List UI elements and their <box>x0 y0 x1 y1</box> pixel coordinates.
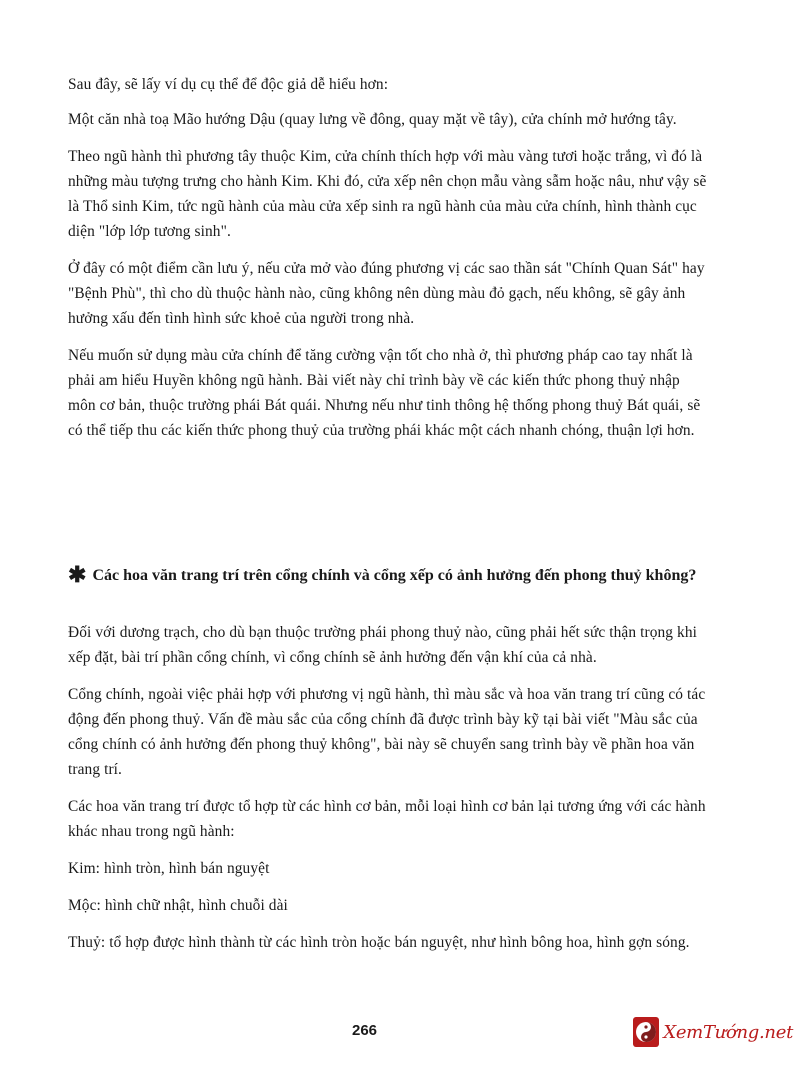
watermark-text: XemTướng.net <box>663 1021 793 1043</box>
paragraph: Thuỷ: tổ hợp được hình thành từ các hình tròn hoặc bán nguyệt, như hình bông hoa, hình gợn sóng. <box>68 934 690 951</box>
paragraph: Theo ngũ hành thì phương tây thuộc Kim, cửa chính thích hợp với màu vàng tươi hoặc trắng, vì đó là những màu tượng trưng cho hành Kim. Khi đó, cửa xếp nên chọn mẫu vàng sẫm hoặc nâu, như vậy sẽ là Thổ sinh Kim, tức ngũ hành của màu cửa xếp sinh ra ngũ hành của màu cửa chính, hình thành cục diện "lớp lớp tương sinh". <box>68 148 707 240</box>
paragraph: Một căn nhà toạ Mão hướng Dậu (quay lưng về đông, quay mặt về tây), cửa chính mở hướng tây. <box>68 111 677 128</box>
section-heading <box>68 562 718 589</box>
paragraph: Nếu muốn sử dụng màu cửa chính để tăng cường vận tốt cho nhà ở, thì phương pháp cao tay nhất là phải am hiểu Huyền không ngũ hành. Bài viết này chỉ trình bày về các kiến thức phong thuỷ nhập môn cơ bản, thuộc trường phái Bát quái. Nhưng nếu như tinh thông hệ thống phong thuỷ Bát quái, sẽ có thể tiếp thu các kiến thức phong thuỷ của trường phái khác một cách nhanh chóng, thuận lợi hơn. <box>68 347 701 439</box>
paragraph: Cổng chính, ngoài việc phải hợp với phương vị ngũ hành, thì màu sắc và hoa văn trang trí cũng có tác động đến phong thuỷ. Vấn đề màu sắc của cổng chính đã được trình bày kỹ tại bài viết "Màu sắc của cổng chính có ảnh hưởng đến phong thuỷ không", bài này sẽ chuyển sang trình bày về phần hoa văn trang trí. <box>68 686 706 778</box>
paragraph: Kim: hình tròn, hình bán nguyệt <box>68 860 270 877</box>
paragraph: Ở đây có một điểm cần lưu ý, nếu cửa mở vào đúng phương vị các sao thần sát "Chính Quan Sát" hay "Bệnh Phù", thì cho dù thuộc hành nào, cũng không nên dùng màu đỏ gạch, nếu không, sẽ gây ảnh hưởng xấu đến tình hình sức khoẻ của người trong nhà. <box>68 260 705 327</box>
watermark <box>633 1014 793 1050</box>
paragraph: Sau đây, sẽ lấy ví dụ cụ thể để độc giả dễ hiểu hơn: <box>68 76 389 93</box>
paragraph: Đối với dương trạch, cho dù bạn thuộc trường phái phong thuỷ nào, cũng phải hết sức thận trọng khi xếp đặt, bài trí phần cổng chính, vì cổng chính sẽ ảnh hưởng đến vận khí của cả nhà. <box>68 624 698 666</box>
page-number: 266 <box>352 1022 378 1039</box>
yin-yang-icon <box>633 1017 659 1047</box>
heading-text: Các hoa văn trang trí trên cổng chính và cổng xếp có ảnh hưởng đến phong thuỷ không? <box>92 567 697 584</box>
section-2 <box>68 620 708 967</box>
section-1 <box>68 72 708 455</box>
asterisk-icon: ✱ <box>68 562 87 587</box>
paragraph: Mộc: hình chữ nhật, hình chuỗi dài <box>68 897 288 914</box>
paragraph: Các hoa văn trang trí được tổ hợp từ các hình cơ bản, mỗi loại hình cơ bản lại tương ứng với các hành khác nhau trong ngũ hành: <box>68 798 706 840</box>
